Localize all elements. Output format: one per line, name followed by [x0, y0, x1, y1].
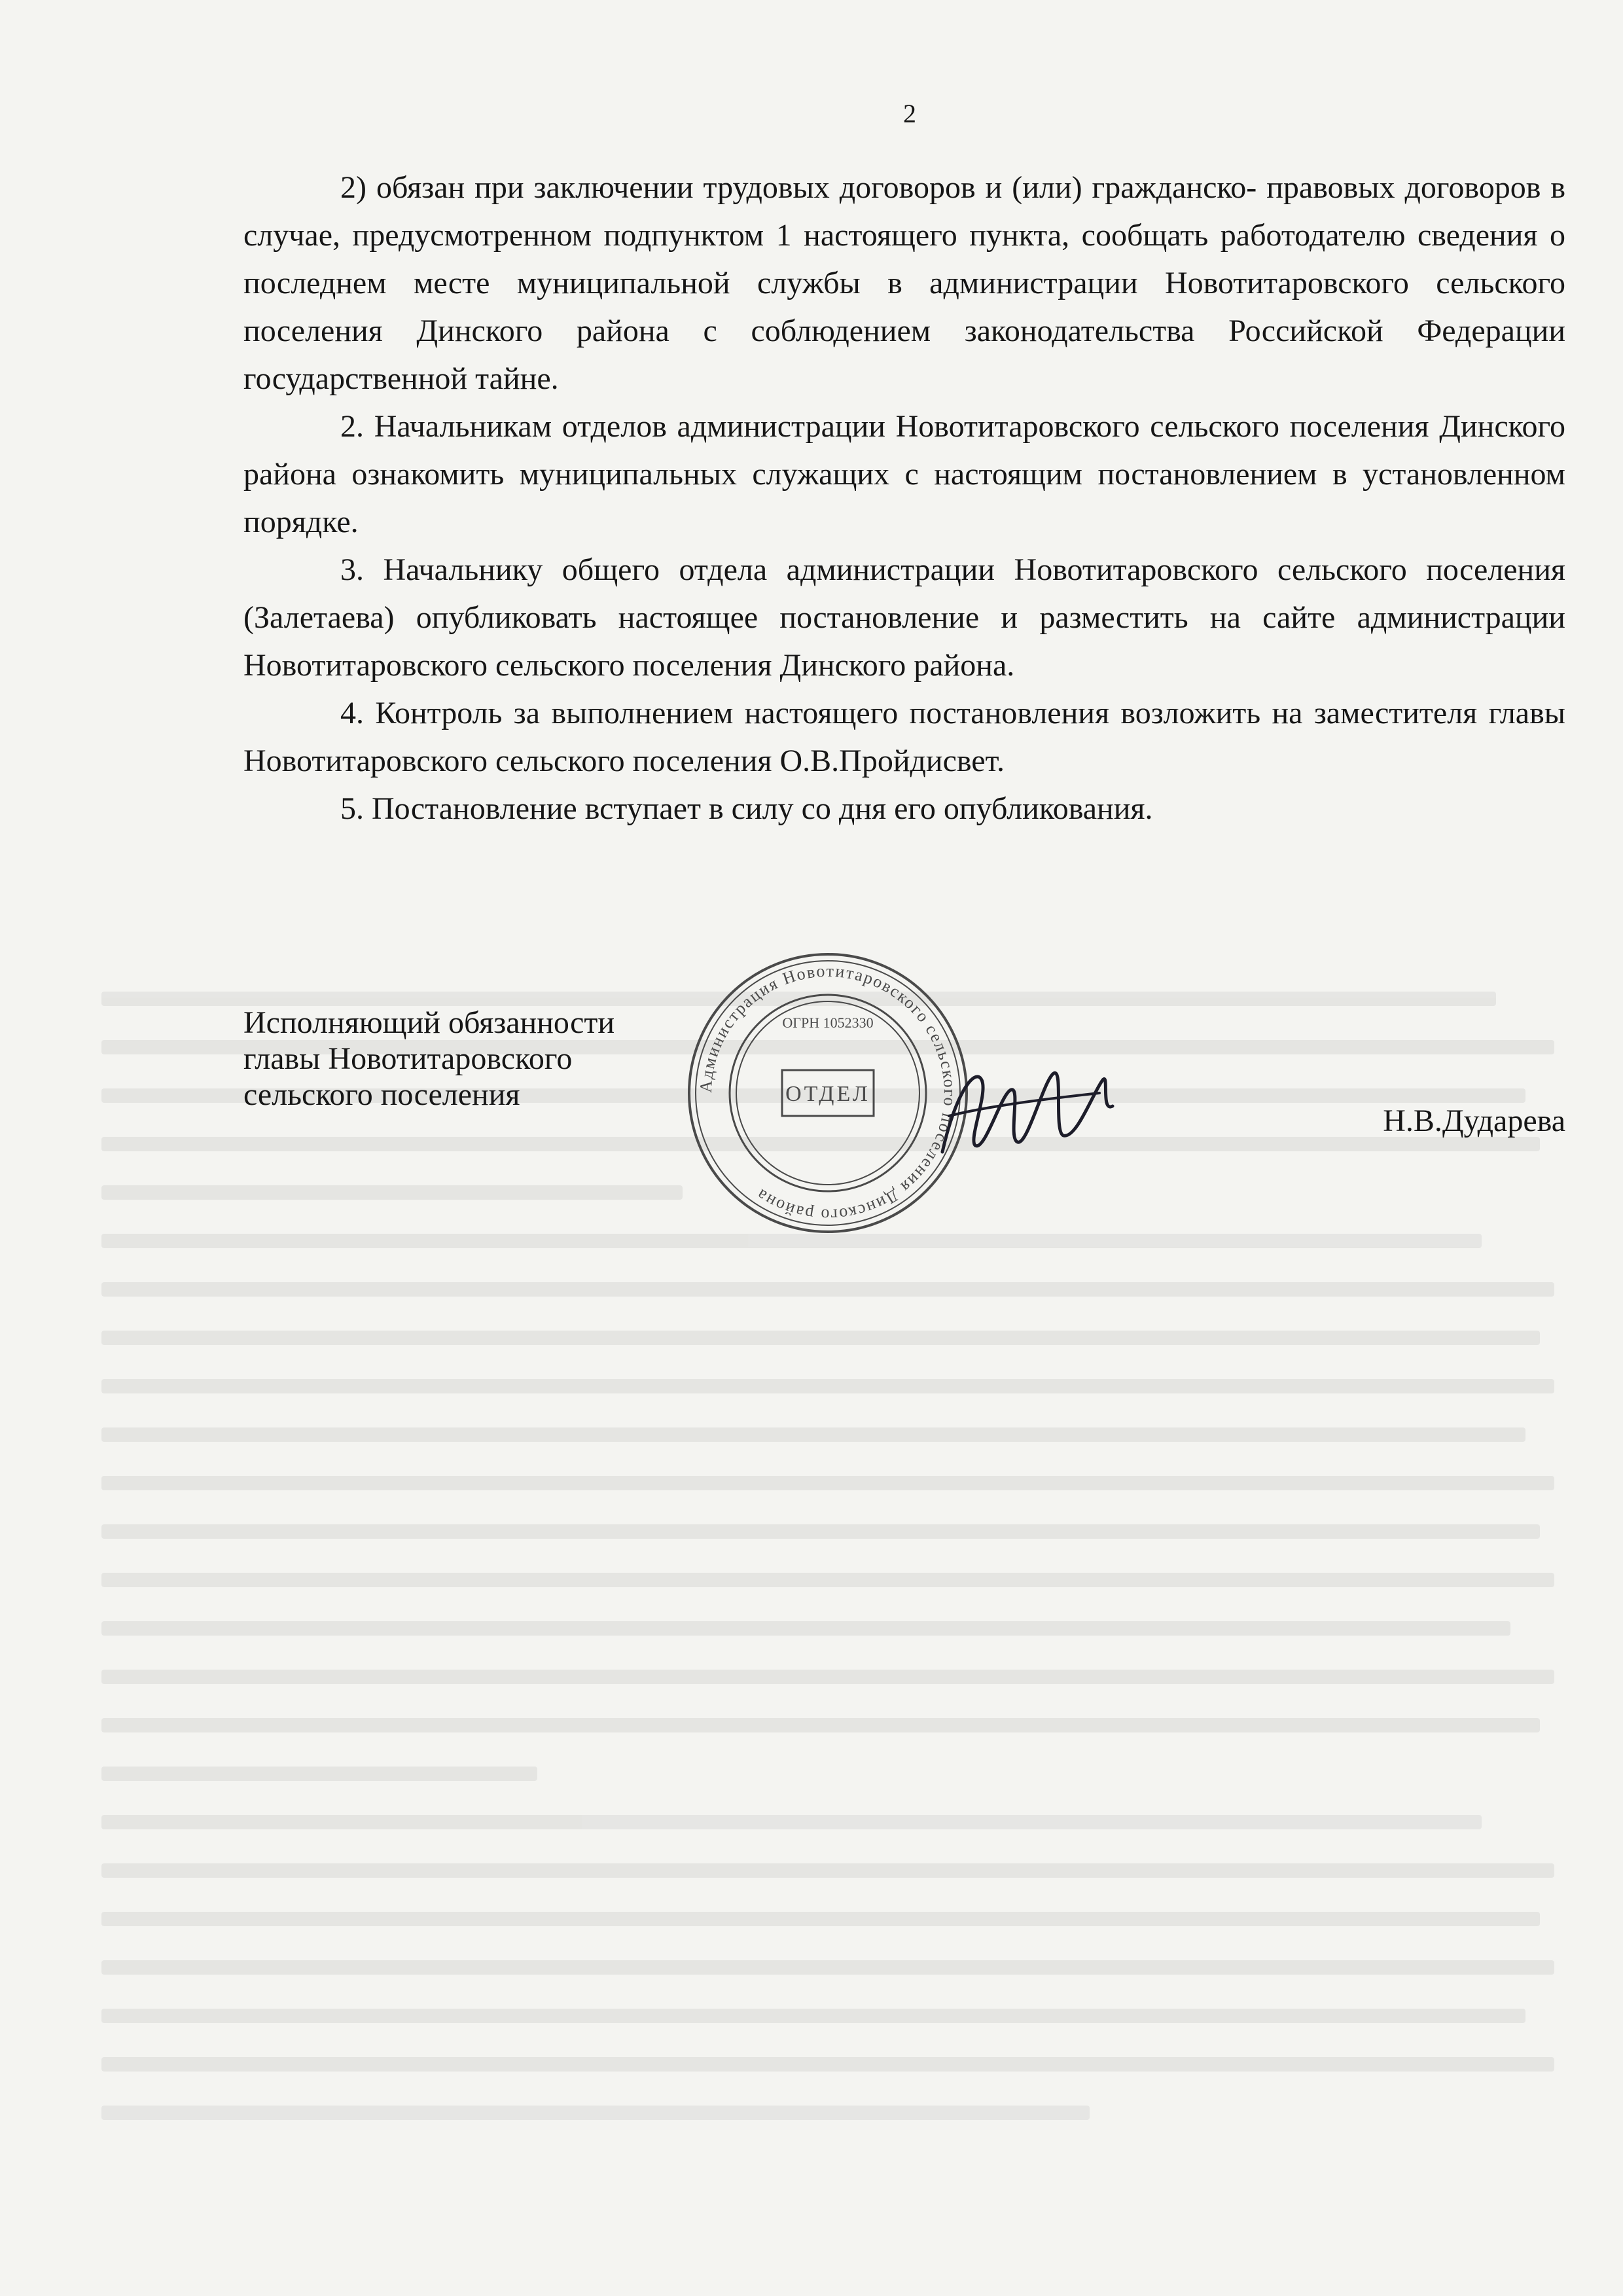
position-line: сельского поселения	[243, 1077, 520, 1112]
svg-text:Администрация Новотитаровского: Администрация Новотитаровского сельского поселения Динского района	[696, 961, 960, 1225]
paragraph-obligation: 2) обязан при заключении трудовых договоров и (или) гражданско- правовых договоров в случае, предусмотренном подпунктом 1 настоящего пункта, сообщать работодателю сведения о последнем месте муниципальной службы в администрации Новотитаровского сельского поселения Динского района с соблюдением законодательства Российской Федерации государственной тайне.	[243, 170, 1565, 396]
position-line: главы Новотитаровского	[243, 1041, 573, 1076]
signatory-name: Н.В.Дударева	[1383, 1103, 1565, 1138]
document-body	[243, 164, 1565, 833]
svg-text:ОТДЕЛ: ОТДЕЛ	[785, 1082, 870, 1106]
svg-text:ОГРН 1052330: ОГРН 1052330	[782, 1014, 874, 1031]
paragraph-3: 3. Начальнику общего отдела администрации Новотитаровского сельского поселения (Залетаева) опубликовать настоящее постановление и разместить на сайте администрации Новотитаровского сельского поселения Динского района.	[243, 552, 1565, 683]
paragraph-2: 2. Начальникам отделов администрации Новотитаровского сельского поселения Динского района ознакомить муниципальных служащих с настоящим постановлением в установленном порядке.	[243, 409, 1565, 539]
handwritten-signature	[929, 1054, 1126, 1172]
page-number: 2	[903, 99, 916, 128]
position-line: Исполняющий обязанности	[243, 1005, 615, 1040]
paragraph-4: 4. Контроль за выполнением настоящего постановления возложить на заместителя главы Новотитаровского сельского поселения О.В.Пройдисвет.	[243, 696, 1565, 778]
paragraph-5: 5. Постановление вступает в силу со дня его опубликования.	[340, 791, 1153, 826]
official-seal-stamp	[684, 949, 972, 1237]
